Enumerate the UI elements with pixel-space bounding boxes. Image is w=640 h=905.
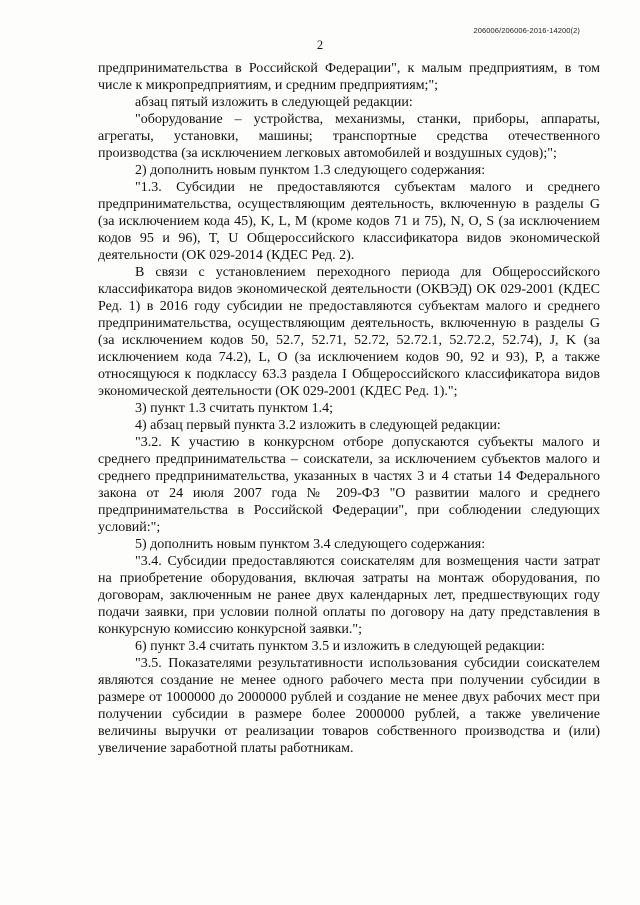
paragraph: 3) пункт 1.3 считать пунктом 1.4; bbox=[135, 401, 334, 416]
document-body bbox=[98, 60, 600, 757]
paragraph: абзац пятый изложить в следующей редакции: bbox=[135, 95, 413, 110]
paragraph: 4) абзац первый пункта 3.2 изложить в следующей редакции: bbox=[135, 418, 501, 433]
paragraph: предпринимательства в Российской Федерации", к малым предприятиям, в том числе к микропредприятиям, и средним предприятиям;"; bbox=[98, 61, 600, 93]
paragraph: "3.5. Показателями результативности использования субсидии соискателем являются создание не менее одного рабочего места при получении субсидии в размере от 1000000 до 2000000 рублей и создание не менее двух рабочих мест при получении субсидии в размере более 2000000 рублей, а также увеличение величины выручки от реализации товаров собственного производства и (или) увеличение заработной платы работникам. bbox=[98, 656, 600, 756]
paragraph: 2) дополнить новым пунктом 1.3 следующего содержания: bbox=[135, 163, 486, 178]
paragraph: "3.4. Субсидии предоставляются соискателям для возмещения части затрат на приобретение оборудования, включая затраты на монтаж оборудования, по договорам, заключенным не ранее двух календарных лет, предшествующих году подачи заявки, при условии полной оплаты по договору на дату представления в конкурсную комиссию конкурсной заявки."; bbox=[98, 554, 600, 637]
paragraph: "3.2. К участию в конкурсном отборе допускаются субъекты малого и среднего предпринимательства – соискатели, за исключением субъектов малого и среднего предпринимательства, указанных в частях 3 и 4 статьи 14 Федерального закона от 24 июля 2007 года № 209-ФЗ "О развитии малого и среднего предпринимательства в Российской Федерации", при соблюдении следующих условий:"; bbox=[98, 435, 600, 535]
page-number: 2 bbox=[316, 38, 324, 52]
paragraph: 5) дополнить новым пунктом 3.4 следующего содержания: bbox=[135, 537, 486, 552]
paragraph: "оборудование – устройства, механизмы, станки, приборы, аппараты, агрегаты, установки, машины; транспортные средства отечественного производства (за исключением легковых автомобилей и воздушных судов);"; bbox=[98, 112, 600, 161]
paragraph: 6) пункт 3.4 считать пунктом 3.5 и изложить в следующей редакции: bbox=[135, 639, 545, 654]
paragraph: "1.3. Субсидии не предоставляются субъектам малого и среднего предпринимательства, осуществляющим деятельность, включенную в разделы G (за исключением кода 45), K, L, M (кроме кодов 71 и 75), N, O, S (за исключением кодов 95 и 96), T, U Общероссийского классификатора видов экономической деятельности (ОК 029-2014 (КДЕС Ред. 2). bbox=[98, 180, 600, 263]
paragraph: В связи с установлением переходного периода для Общероссийского классификатора видов экономической деятельности (ОКВЭД) ОК 029-2001 (КДЕС Ред. 1) в 2016 году субсидии не предоставляются субъектам малого и среднего предпринимательства, осуществляющим деятельность, включенную в разделы G (за исключением кодов 50, 52.7, 52.71, 52.72, 52.72.1, 52.72.2, 52.74), J, K (за исключением кода 74.2), L, O (за исключением кодов 90, 92 и 93), P, а также относящуюся к подклассу 63.3 раздела I Общероссийского классификатора видов экономической деятельности (ОК 029-2001 (КДЕС Ред. 1)."; bbox=[98, 265, 600, 399]
document-id: 206006/206006-2016-14200(2) bbox=[473, 26, 580, 35]
